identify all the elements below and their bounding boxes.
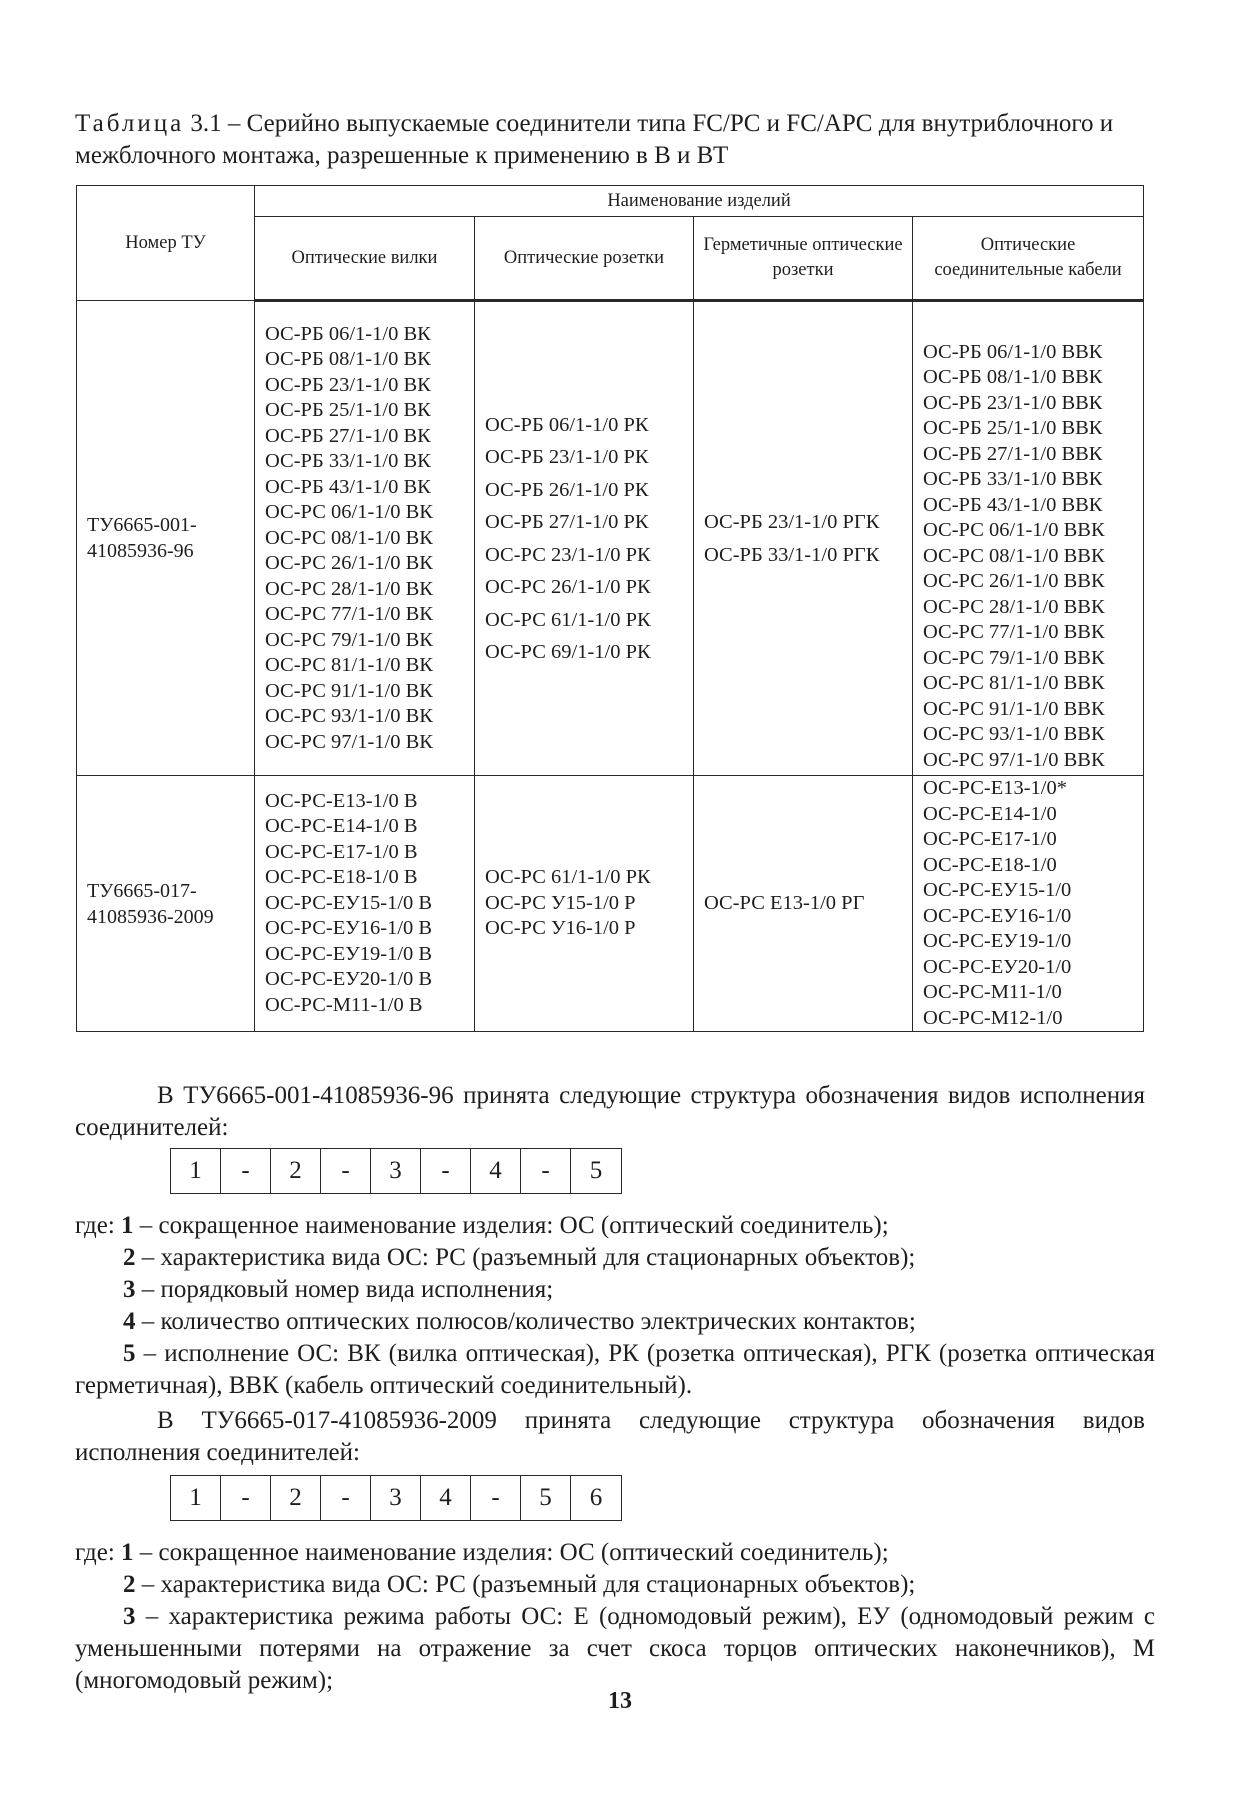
definition-number: 5 [123, 1340, 136, 1367]
definition-number: 1 [121, 1212, 134, 1239]
list-item: ОС-РС 77/1-1/0 ВВК [923, 621, 1105, 643]
where-label: где: [75, 1212, 122, 1239]
list-item: ОС-РС 79/1-1/0 ВВК [923, 646, 1105, 669]
list-item: ОС-РС-ЕУ19-1/0 В [265, 942, 433, 965]
list-item: ОС-РС-ЕУ15-1/0 [923, 879, 1072, 901]
list-item: ОС-РБ 08/1-1/0 ВК [265, 348, 431, 371]
definition-number: 4 [123, 1308, 136, 1335]
cables-cell [913, 301, 1144, 776]
section2-definitions [75, 1537, 1155, 1697]
list-item: ОС-РБ 25/1-1/0 ВВК [923, 417, 1103, 439]
code-cell: 6 [589, 1484, 603, 1511]
definition-item [75, 1338, 1155, 1402]
list-item: ОС-РБ 33/1-1/0 РГК [704, 543, 880, 566]
list-item: ОС-РБ 23/1-1/0 РК [485, 446, 649, 468]
code-structure-2 [170, 1475, 622, 1521]
tu-number: ТУ6665-017-41085936-2009 [77, 776, 255, 1032]
tu-number: ТУ6665-001-41085936-96 [77, 301, 255, 776]
list-item: ОС-РС-Е18-1/0 В [265, 866, 418, 889]
code-cell: 1 [171, 1149, 221, 1193]
section2-intro: В ТУ6665-017-41085936-2009 принята следующие структура обозначения видов исполнения соединителей: [75, 1407, 1145, 1466]
list-item: ОС-РС-ЕУ20-1/0 [923, 955, 1072, 978]
definition-text: – исполнение ОС: ВК (вилка оптическая), РК (розетка оптическая), РГК (розетка оптическая герметичная), ВВК (кабель оптический соединительный). [75, 1340, 1155, 1399]
code-cell: 2 [271, 1476, 321, 1520]
section1-intro: В ТУ6665-001-41085936-96 принята следующие структура обозначения видов исполнения соединителей: [75, 1082, 1145, 1141]
sealed-cell [694, 776, 913, 1032]
list-item: ОС-РС 91/1-1/0 ВК [265, 679, 433, 702]
sockets-cell [475, 301, 694, 776]
list-item: ОС-РБ 08/1-1/0 ВВК [923, 366, 1103, 388]
list-item: ОС-РС-ЕУ15-1/0 В [265, 891, 433, 914]
table-row [77, 301, 1144, 776]
code-cell: 5 [521, 1476, 571, 1520]
code-cell: - [471, 1476, 521, 1520]
code-structure-1 [170, 1148, 622, 1194]
code-cell: - [521, 1149, 571, 1193]
definition-number: 3 [123, 1603, 136, 1630]
list-item: ОС-РБ 43/1-1/0 ВК [265, 475, 431, 498]
list-item: ОС-РБ 27/1-1/0 РК [485, 511, 649, 533]
caption-text: 3.1 – Серийно выпускаемые соединители типа FC/PC и FC/APC для внутриблочного и межблочного монтажа, разрешенные к применению в В и ВТ [75, 110, 1114, 169]
list-item: ОС-РБ 06/1-1/0 ВВК [923, 340, 1103, 363]
list-item: ОС-РС-Е13-1/0* [923, 777, 1068, 799]
plugs-cell [255, 776, 475, 1032]
code-cell: - [221, 1476, 271, 1520]
caption-lead: Таблица [75, 110, 185, 137]
list-item: ОС-РС-Е13-1/0 В [265, 789, 418, 812]
definition-item [75, 1601, 1155, 1697]
list-item: ОС-РС 26/1-1/0 ВК [265, 552, 433, 575]
header-cables: Оптические соединительные кабели [913, 217, 1144, 301]
definition-text: – количество оптических полюсов/количество электрических контактов; [135, 1308, 916, 1335]
list-item: ОС-РС 77/1-1/0 ВК [265, 603, 433, 626]
list-item: ОС-РС 08/1-1/0 ВВК [923, 544, 1105, 567]
list-item: ОС-РС-Е17-1/0 [923, 828, 1057, 850]
definition-text: – характеристика режима работы ОС: Е (одномодовый режим), ЕУ (одномодовый режим с уменьшенными потерями на отражение за счет скоса торцов оптических наконечников), М (многомодовый режим); [75, 1603, 1155, 1694]
definition-item [75, 1537, 1155, 1569]
connectors-table [76, 185, 1144, 1032]
cables-cell [913, 776, 1144, 1032]
definition-item [75, 1569, 1155, 1601]
list-item: ОС-РС 26/1-1/0 ВВК [923, 570, 1105, 592]
definition-number: 3 [123, 1276, 136, 1303]
list-item: ОС-РС-ЕУ16-1/0 [923, 904, 1072, 927]
list-item: ОС-РС У15-1/0 Р [485, 891, 636, 914]
list-item: ОС-РС 28/1-1/0 ВК [265, 577, 433, 600]
code-cell: 2 [271, 1149, 321, 1193]
list-item: ОС-РС 08/1-1/0 ВК [265, 526, 433, 549]
list-item: ОС-РС-Е18-1/0 [923, 853, 1057, 876]
list-item: ОС-РБ 23/1-1/0 ВК [265, 373, 431, 396]
definition-text: – сокращенное наименование изделия: ОС (оптический соединитель); [133, 1539, 889, 1566]
list-item: ОС-РС 69/1-1/0 РК [485, 641, 651, 663]
definition-text: – характеристика вида ОС: РС (разъемный для стационарных объектов); [135, 1244, 916, 1271]
definition-item [75, 1274, 1155, 1306]
list-item: ОС-РС 97/1-1/0 ВК [265, 730, 433, 753]
where-label: где: [75, 1539, 122, 1566]
header-group: Наименование изделий [255, 186, 1144, 217]
sockets-cell [475, 776, 694, 1032]
code-cell: 4 [471, 1149, 521, 1193]
list-item: ОС-РС 81/1-1/0 ВК [265, 654, 433, 677]
list-item: ОС-РС 23/1-1/0 РК [485, 543, 651, 566]
list-item: ОС-РС 26/1-1/0 РК [485, 576, 651, 598]
code-cell: - [421, 1149, 471, 1193]
list-item: ОС-РС 28/1-1/0 ВВК [923, 595, 1105, 618]
list-item: ОС-РС 61/1-1/0 РК [485, 608, 651, 631]
list-item: ОС-РБ 06/1-1/0 ВК [265, 322, 431, 345]
list-item: ОС-РС-М11-1/0 В [265, 993, 423, 1016]
list-item: ОС-РС-ЕУ16-1/0 В [265, 917, 433, 940]
definition-item [75, 1242, 1155, 1274]
list-item: ОС-РС 93/1-1/0 ВВК [923, 723, 1105, 745]
definition-item [75, 1210, 1155, 1242]
header-plugs: Оптические вилки [255, 217, 475, 301]
list-item: ОС-РС 06/1-1/0 ВК [265, 501, 433, 524]
definition-item [75, 1306, 1155, 1338]
code-cell: 1 [171, 1476, 221, 1520]
code-cell: 5 [589, 1157, 603, 1184]
code-cell: - [221, 1149, 271, 1193]
list-item: ОС-РС Е13-1/0 РГ [704, 892, 865, 915]
table-caption [75, 108, 1155, 172]
header-sealed: Герметичные оптические розетки [694, 217, 913, 301]
section1-definitions [75, 1210, 1155, 1402]
list-item: ОС-РС-ЕУ19-1/0 [923, 930, 1072, 952]
plugs-cell [255, 301, 475, 776]
code-cell: 4 [421, 1476, 471, 1520]
list-item: ОС-РБ 27/1-1/0 ВК [265, 424, 431, 447]
sealed-cell [694, 301, 913, 776]
list-item: ОС-РБ 33/1-1/0 ВВК [923, 468, 1103, 490]
list-item: ОС-РБ 27/1-1/0 ВВК [923, 442, 1103, 465]
list-item: ОС-РС 06/1-1/0 ВВК [923, 519, 1105, 541]
list-item: ОС-РБ 06/1-1/0 РК [485, 413, 649, 436]
definition-number: 2 [123, 1244, 136, 1271]
list-item: ОС-РС-Е14-1/0 [923, 802, 1057, 825]
code-cell: 3 [371, 1149, 421, 1193]
definition-number: 1 [121, 1539, 134, 1566]
list-item: ОС-РС 91/1-1/0 ВВК [923, 697, 1105, 720]
code-cell: 3 [371, 1476, 421, 1520]
list-item: ОС-РБ 33/1-1/0 ВК [265, 450, 431, 473]
list-item: ОС-РС 81/1-1/0 ВВК [923, 672, 1105, 694]
list-item: ОС-РБ 43/1-1/0 ВВК [923, 493, 1103, 516]
list-item: ОС-РБ 25/1-1/0 ВК [265, 399, 431, 422]
code-cell: - [321, 1149, 371, 1193]
list-item: ОС-РБ 23/1-1/0 ВВК [923, 391, 1103, 414]
header-tu: Номер ТУ [77, 186, 255, 301]
list-item: ОС-РС У16-1/0 Р [485, 917, 636, 940]
code-cell: - [321, 1476, 371, 1520]
list-item: ОС-РС-Е14-1/0 В [265, 815, 418, 838]
definition-text: – характеристика вида ОС: РС (разъемный для стационарных объектов); [135, 1571, 916, 1598]
list-item: ОС-РС 97/1-1/0 ВВК [923, 748, 1105, 771]
list-item: ОС-РС 61/1-1/0 РК [485, 866, 651, 889]
page-number: 13 [608, 1688, 632, 1714]
list-item: ОС-РС-ЕУ20-1/0 В [265, 968, 433, 991]
list-item: ОС-РБ 26/1-1/0 РК [485, 478, 649, 501]
definition-text: – сокращенное наименование изделия: ОС (оптический соединитель); [133, 1212, 889, 1239]
list-item: ОС-РС-Е17-1/0 В [265, 840, 418, 863]
definition-number: 2 [123, 1571, 136, 1598]
header-sockets: Оптические розетки [475, 217, 694, 301]
list-item: ОС-РС-М12-1/0 [923, 1006, 1063, 1029]
list-item: ОС-РБ 23/1-1/0 РГК [704, 511, 880, 533]
list-item: ОС-РС 79/1-1/0 ВК [265, 628, 433, 651]
table-row [77, 776, 1144, 1032]
list-item: ОС-РС-М11-1/0 [923, 981, 1062, 1003]
list-item: ОС-РС 93/1-1/0 ВК [265, 705, 433, 728]
definition-text: – порядковый номер вида исполнения; [135, 1276, 554, 1303]
